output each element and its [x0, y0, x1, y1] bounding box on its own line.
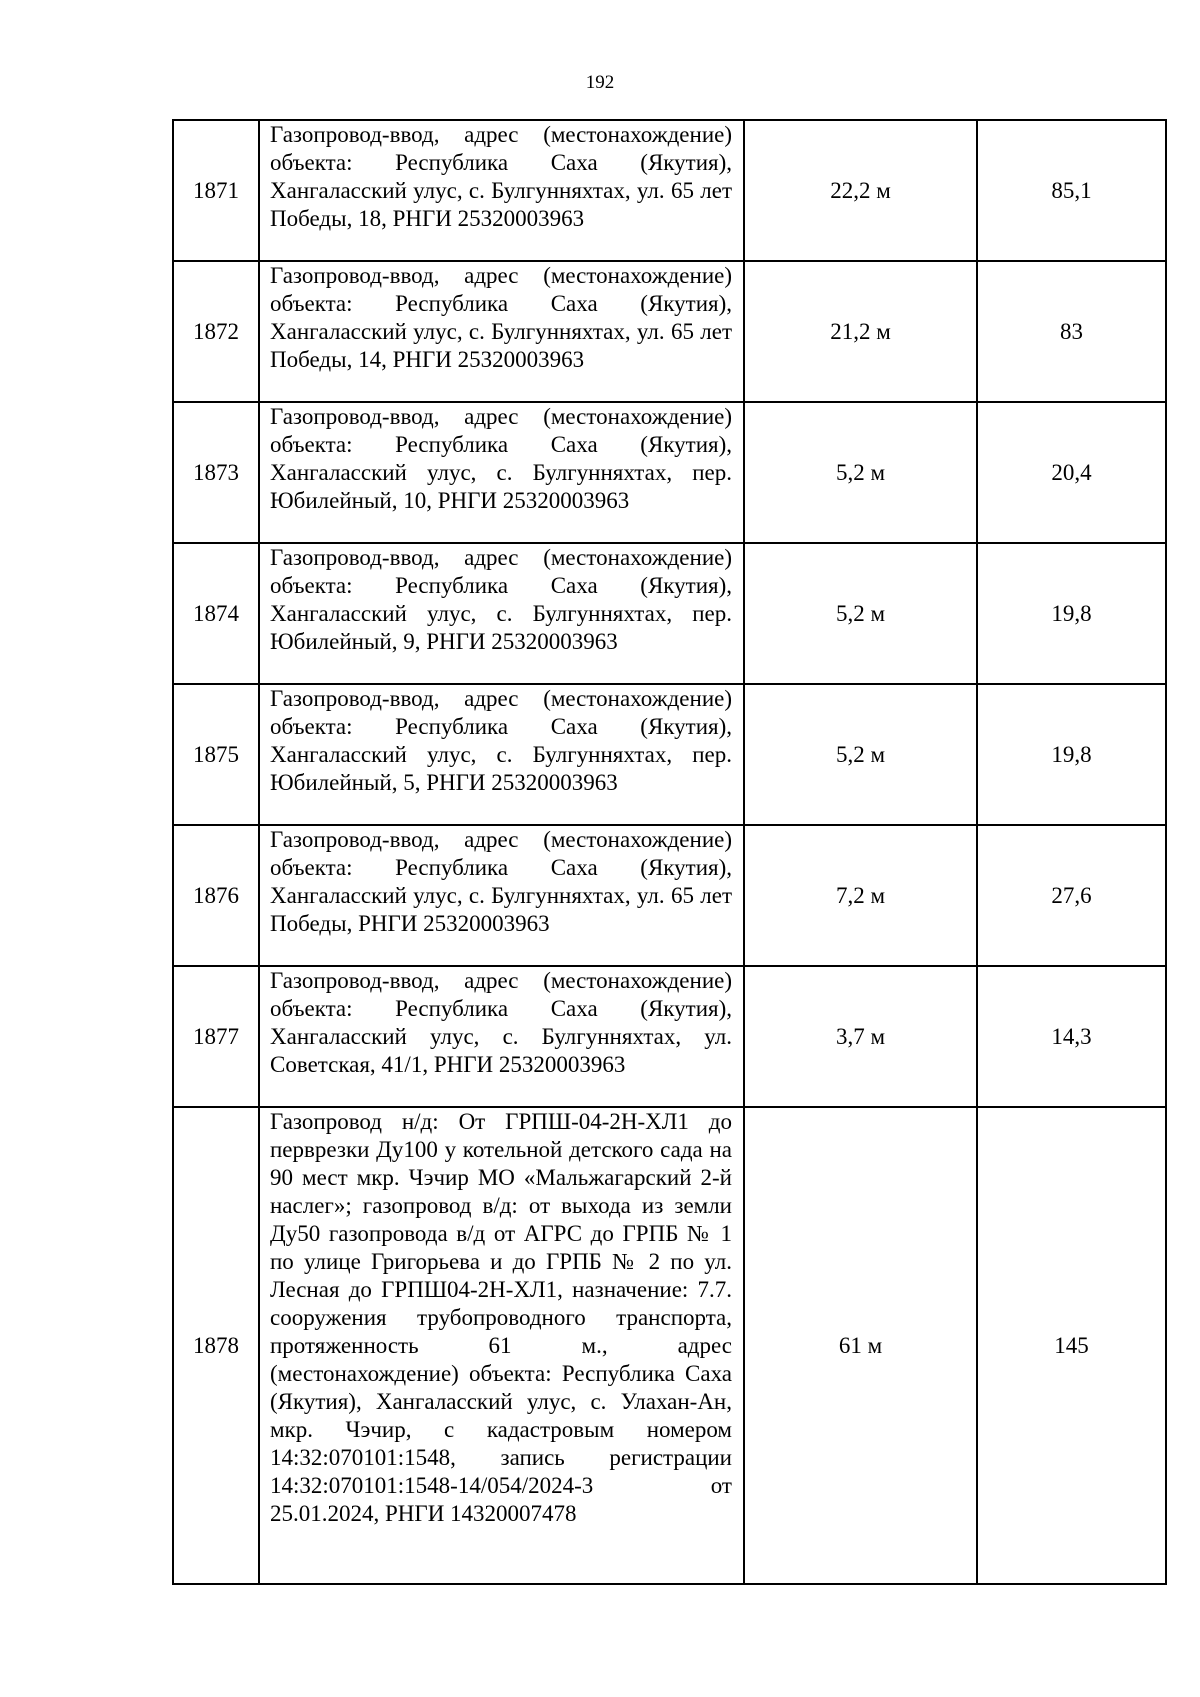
description-cell: Газопровод-ввод, адрес (местонахождение) объекта: Республика Саха (Якутия), Хангаласский улус, с. Булгунняхтах, пер. Юбилейный, 10, РНГИ 25320003963 [259, 402, 744, 543]
row-number-cell: 1876 [173, 825, 259, 966]
length-cell: 22,2 м [744, 120, 977, 261]
value-cell: 19,8 [977, 684, 1166, 825]
table-row [173, 261, 1166, 402]
description-cell: Газопровод-ввод, адрес (местонахождение) объекта: Республика Саха (Якутия), Хангаласский улус, с. Булгунняхтах, ул. Советская, 41/1, РНГИ 25320003963 [259, 966, 744, 1107]
description-cell: Газопровод-ввод, адрес (местонахождение) объекта: Республика Саха (Якутия), Хангаласский улус, с. Булгунняхтах, пер. Юбилейный, 5, РНГИ 25320003963 [259, 684, 744, 825]
row-number-cell: 1878 [173, 1107, 259, 1584]
page-number: 192 [585, 72, 615, 93]
length-cell: 7,2 м [744, 825, 977, 966]
description-cell: Газопровод-ввод, адрес (местонахождение) объекта: Республика Саха (Якутия), Хангаласский улус, с. Булгунняхтах, ул. 65 лет Победы, РНГИ 25320003963 [259, 825, 744, 966]
length-cell: 5,2 м [744, 402, 977, 543]
table-row [173, 402, 1166, 543]
table-row [173, 543, 1166, 684]
value-cell: 27,6 [977, 825, 1166, 966]
length-cell: 5,2 м [744, 543, 977, 684]
description-cell: Газопровод н/д: От ГРПШ-04-2Н-ХЛ1 до перврезки Ду100 у котельной детского сада на 90 мест мкр. Чэчир МО «Мальжагарский 2-й наслег»; газопровод в/д: от выхода из земли Ду50 газопровода в/д от АГРС до ГРПБ № 1 по улице Григорьева и до ГРПБ № 2 по ул. Лесная до ГРПШ04-2Н-ХЛ1, назначение: 7.7. сооружения трубопроводного транспорта, протяженность 61 м., адрес (местонахождение) объекта: Республика Саха (Якутия), Хангаласский улус, с. Улахан-Ан, мкр. Чэчир, с кадастровым номером 14:32:070101:1548, запись регистрации 14:32:070101:1548-14/054/2024-3 от 25.01.2024, РНГИ 14320007478 [259, 1107, 744, 1584]
row-number-cell: 1875 [173, 684, 259, 825]
description-cell: Газопровод-ввод, адрес (местонахождение) объекта: Республика Саха (Якутия), Хангаласский улус, с. Булгунняхтах, ул. 65 лет Победы, 18, РНГИ 25320003963 [259, 120, 744, 261]
value-cell: 145 [977, 1107, 1166, 1584]
table-row [173, 825, 1166, 966]
row-number-cell: 1874 [173, 543, 259, 684]
length-cell: 61 м [744, 1107, 977, 1584]
value-cell: 19,8 [977, 543, 1166, 684]
table-row [173, 966, 1166, 1107]
length-cell: 5,2 м [744, 684, 977, 825]
table-row [173, 1107, 1166, 1584]
description-cell: Газопровод-ввод, адрес (местонахождение) объекта: Республика Саха (Якутия), Хангаласский улус, с. Булгунняхтах, пер. Юбилейный, 9, РНГИ 25320003963 [259, 543, 744, 684]
value-cell: 20,4 [977, 402, 1166, 543]
length-cell: 21,2 м [744, 261, 977, 402]
row-number-cell: 1877 [173, 966, 259, 1107]
description-cell: Газопровод-ввод, адрес (местонахождение) объекта: Республика Саха (Якутия), Хангаласский улус, с. Булгунняхтах, ул. 65 лет Победы, 14, РНГИ 25320003963 [259, 261, 744, 402]
row-number-cell: 1872 [173, 261, 259, 402]
table-row [173, 684, 1166, 825]
value-cell: 14,3 [977, 966, 1166, 1107]
length-cell: 3,7 м [744, 966, 977, 1107]
registry-table [172, 119, 1167, 1585]
row-number-cell: 1871 [173, 120, 259, 261]
table-row [173, 120, 1166, 261]
value-cell: 85,1 [977, 120, 1166, 261]
row-number-cell: 1873 [173, 402, 259, 543]
value-cell: 83 [977, 261, 1166, 402]
